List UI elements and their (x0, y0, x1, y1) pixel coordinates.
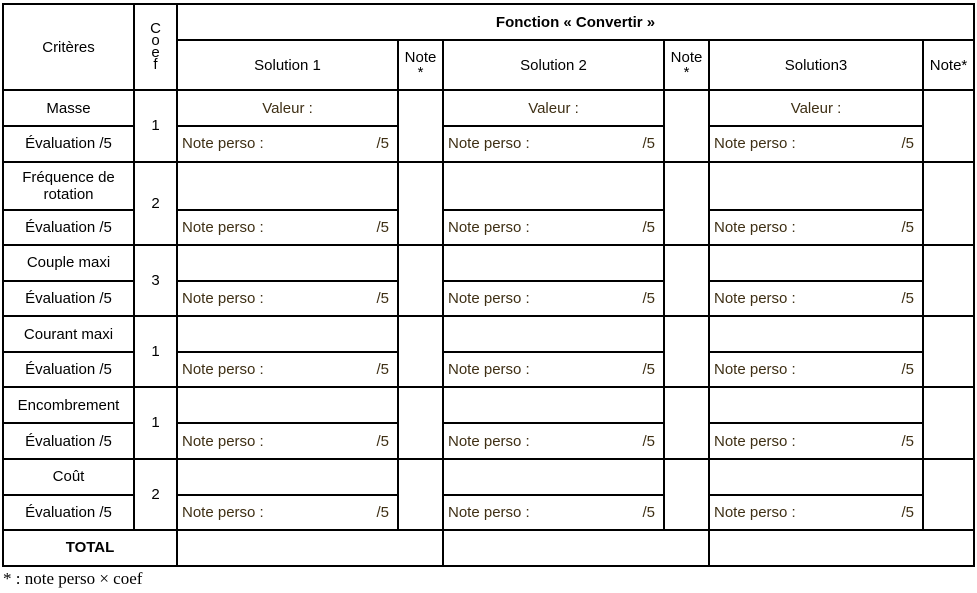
solution-3-note-perso-cell[interactable] (709, 281, 923, 316)
valeur-label: Valeur : (528, 99, 579, 117)
note-perso-max: /5 (642, 290, 655, 308)
note-perso-wrapper (444, 219, 663, 236)
note-perso-max: /5 (901, 135, 914, 153)
note-perso-wrapper (178, 433, 397, 450)
solution-1-note-perso-cell[interactable] (177, 495, 398, 530)
total-solution-2-cell[interactable] (443, 530, 709, 566)
note-perso-max: /5 (376, 432, 389, 450)
note-perso-wrapper (444, 361, 663, 378)
solution-1-note-perso-cell[interactable] (177, 423, 398, 458)
evaluation-label: Évaluation /5 (3, 352, 134, 387)
note-perso-wrapper (178, 135, 397, 152)
solution-3-value-cell[interactable] (709, 316, 923, 352)
note-perso-label: Note perso : (182, 503, 264, 521)
note-perso-label: Note perso : (714, 290, 796, 308)
criterion-row (3, 387, 974, 423)
note-perso-wrapper (710, 361, 922, 378)
note-3-cell[interactable] (923, 316, 974, 387)
criteres-header: Critères (3, 4, 134, 90)
solution-2-value-cell[interactable] (443, 387, 664, 423)
solution-3-note-perso-cell[interactable] (709, 495, 923, 530)
criterion-row (3, 162, 974, 210)
solution-1-value-cell[interactable] (177, 459, 398, 495)
criterion-name: Encombrement (3, 387, 134, 423)
note-perso-label: Note perso : (448, 135, 530, 153)
note-perso-label: Note perso : (714, 432, 796, 450)
solution-2-note-perso-cell[interactable] (443, 352, 664, 387)
solution-3-note-perso-cell[interactable] (709, 423, 923, 458)
note-perso-max: /5 (901, 503, 914, 521)
criterion-row (3, 459, 974, 495)
solution-1-value-cell[interactable] (177, 387, 398, 423)
note-perso-wrapper (710, 290, 922, 307)
note-perso-max: /5 (642, 135, 655, 153)
note-perso-wrapper (444, 504, 663, 521)
note-2-cell[interactable] (664, 90, 709, 161)
total-row (3, 530, 974, 566)
note-perso-label: Note perso : (182, 218, 264, 236)
note-3-cell[interactable] (923, 162, 974, 245)
solution-2-note-perso-cell[interactable] (443, 423, 664, 458)
note-1-header: Note * (398, 40, 443, 90)
note-1-cell[interactable] (398, 459, 443, 530)
solution-3-value-cell[interactable] (709, 162, 923, 210)
note-3-cell[interactable] (923, 245, 974, 316)
note-perso-label: Note perso : (182, 290, 264, 308)
solution-1-header: Solution 1 (177, 40, 398, 90)
criterion-row (3, 90, 974, 126)
note-perso-wrapper (710, 219, 922, 236)
criterion-name: Fréquence de rotation (3, 162, 134, 210)
coef-header: C o e f (134, 4, 177, 90)
solution-1-note-perso-cell[interactable] (177, 126, 398, 161)
evaluation-label: Évaluation /5 (3, 495, 134, 530)
note-perso-wrapper (710, 504, 922, 521)
coef-value: 1 (134, 90, 177, 161)
note-3-cell[interactable] (923, 459, 974, 530)
note-perso-label: Note perso : (714, 218, 796, 236)
note-perso-wrapper (178, 219, 397, 236)
note-2-cell[interactable] (664, 162, 709, 245)
note-perso-label: Note perso : (448, 432, 530, 450)
note-perso-label: Note perso : (182, 135, 264, 153)
fonction-title: Fonction « Convertir » (177, 4, 974, 40)
note-perso-label: Note perso : (714, 503, 796, 521)
evaluation-label: Évaluation /5 (3, 281, 134, 316)
note-perso-label: Note perso : (182, 432, 264, 450)
note-perso-wrapper (444, 135, 663, 152)
solution-2-note-perso-cell[interactable] (443, 495, 664, 530)
coef-value: 2 (134, 459, 177, 530)
note-1-cell[interactable] (398, 162, 443, 245)
note-perso-max: /5 (642, 361, 655, 379)
solution-3-note-perso-cell[interactable] (709, 126, 923, 161)
criterion-name: Courant maxi (3, 316, 134, 352)
note-perso-max: /5 (376, 361, 389, 379)
note-perso-max: /5 (642, 503, 655, 521)
footnote: * : note perso × coef (3, 569, 143, 588)
note-perso-label: Note perso : (714, 135, 796, 153)
note-perso-label: Note perso : (448, 290, 530, 308)
note-perso-max: /5 (901, 432, 914, 450)
criterion-name: Couple maxi (3, 245, 134, 281)
solution-2-value-cell[interactable] (443, 459, 664, 495)
valeur-label: Valeur : (790, 99, 842, 117)
solution-2-note-perso-cell[interactable] (443, 281, 664, 316)
coef-value: 1 (134, 316, 177, 387)
solution-2-value-cell[interactable] (443, 90, 664, 126)
note-2-header: Note * (664, 40, 709, 90)
note-perso-wrapper (710, 433, 922, 450)
solution-1-note-perso-cell[interactable] (177, 210, 398, 245)
note-perso-wrapper (444, 433, 663, 450)
solution-1-value-cell[interactable] (177, 316, 398, 352)
solution-1-note-perso-cell[interactable] (177, 281, 398, 316)
solution-2-note-perso-cell[interactable] (443, 210, 664, 245)
solution-1-value-cell[interactable] (177, 245, 398, 281)
total-solution-1-cell[interactable] (177, 530, 443, 566)
note-3-header: Note* (923, 40, 974, 90)
solution-2-value-cell[interactable] (443, 245, 664, 281)
solution-2-note-perso-cell[interactable] (443, 126, 664, 161)
solution-3-value-cell[interactable] (709, 245, 923, 281)
note-3-cell[interactable] (923, 387, 974, 458)
note-perso-max: /5 (901, 290, 914, 308)
note-perso-label: Note perso : (448, 361, 530, 379)
criterion-name: Coût (3, 459, 134, 495)
note-1-cell[interactable] (398, 316, 443, 387)
note-perso-max: /5 (376, 218, 389, 236)
note-perso-max: /5 (642, 218, 655, 236)
solution-3-header: Solution3 (709, 40, 923, 90)
note-perso-wrapper (710, 135, 922, 152)
coef-value: 2 (134, 162, 177, 245)
solution-3-value-cell[interactable] (709, 387, 923, 423)
note-perso-label: Note perso : (448, 218, 530, 236)
note-2-cell[interactable] (664, 316, 709, 387)
note-1-cell[interactable] (398, 90, 443, 161)
evaluation-label: Évaluation /5 (3, 126, 134, 161)
solution-3-value-cell[interactable] (709, 459, 923, 495)
solution-2-value-cell[interactable] (443, 316, 664, 352)
solution-1-value-cell[interactable] (177, 90, 398, 126)
note-perso-max: /5 (642, 432, 655, 450)
note-perso-wrapper (178, 290, 397, 307)
note-perso-max: /5 (376, 503, 389, 521)
note-perso-label: Note perso : (714, 361, 796, 379)
total-label: TOTAL (3, 530, 177, 566)
note-perso-label: Note perso : (448, 503, 530, 521)
criterion-row (3, 245, 974, 281)
note-perso-max: /5 (901, 361, 914, 379)
evaluation-label: Évaluation /5 (3, 210, 134, 245)
note-2-cell[interactable] (664, 459, 709, 530)
note-perso-wrapper (178, 504, 397, 521)
solution-3-note-perso-cell[interactable] (709, 210, 923, 245)
note-3-cell[interactable] (923, 90, 974, 161)
note-2-cell[interactable] (664, 387, 709, 458)
solution-3-value-cell[interactable] (709, 90, 923, 126)
total-solution-3-cell[interactable] (709, 530, 974, 566)
valeur-label: Valeur : (262, 99, 313, 117)
note-perso-max: /5 (901, 218, 914, 236)
note-perso-wrapper (178, 361, 397, 378)
solution-1-note-perso-cell[interactable] (177, 352, 398, 387)
criteria-table (2, 3, 975, 567)
note-2-cell[interactable] (664, 245, 709, 316)
note-perso-label: Note perso : (182, 361, 264, 379)
note-perso-max: /5 (376, 135, 389, 153)
solution-1-value-cell[interactable] (177, 162, 398, 210)
criterion-name: Masse (3, 90, 134, 126)
solution-2-header: Solution 2 (443, 40, 664, 90)
note-perso-max: /5 (376, 290, 389, 308)
criterion-row (3, 316, 974, 352)
coef-value: 1 (134, 387, 177, 458)
solution-2-value-cell[interactable] (443, 162, 664, 210)
solution-3-note-perso-cell[interactable] (709, 352, 923, 387)
note-1-cell[interactable] (398, 387, 443, 458)
note-1-cell[interactable] (398, 245, 443, 316)
note-perso-wrapper (444, 290, 663, 307)
evaluation-label: Évaluation /5 (3, 423, 134, 458)
coef-value: 3 (134, 245, 177, 316)
